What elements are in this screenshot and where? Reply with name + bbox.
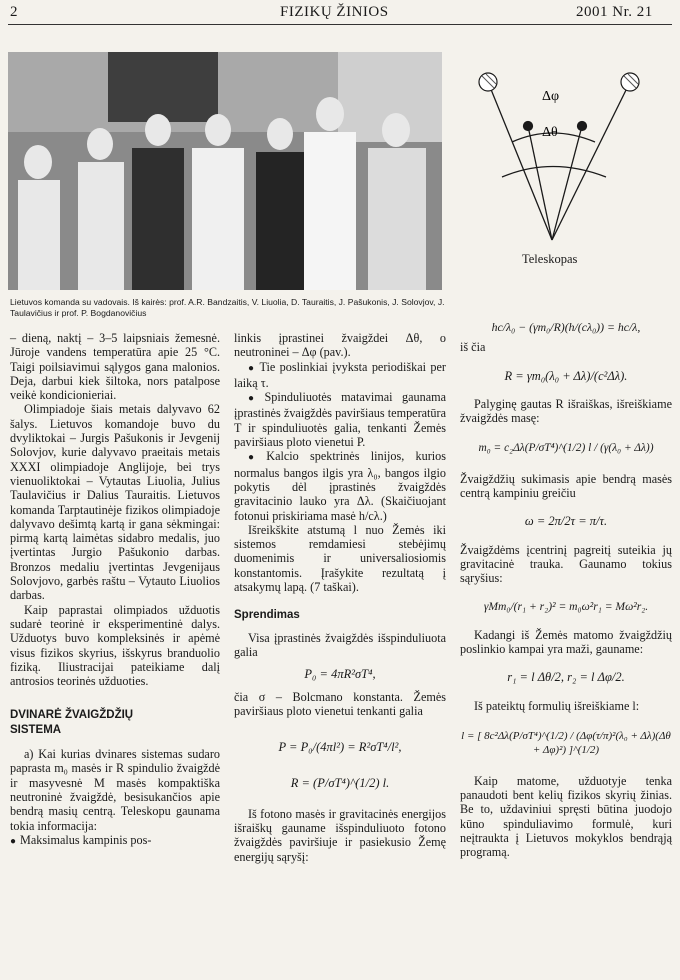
col2-bullet-2: ● Spinduliuotės matavimai gaunama įprastinės žvaigždės paviršiaus temperatūra T ir spinduliuotės galia, tenkanti Žemės paviršiaus ploto vienetui P. xyxy=(234,390,446,449)
col2-bullet-1: ● Tie poslinkiai įvyksta periodiškai per laiką τ. xyxy=(234,360,446,391)
col3-text-2: Palyginę gautas R išraiškas, išreiškiame žvaigždės masę: xyxy=(460,396,672,426)
col3-text-6: Iš pateiktų formulių išreiškiame l: xyxy=(474,698,640,713)
telescope-label: Teleskopas xyxy=(522,252,578,266)
col2-paragraph-1: linkis įprastinei žvaigždei Δθ, o neutroninei – Δφ (pav.). xyxy=(234,331,446,360)
delta-phi-label: Δφ xyxy=(542,89,560,104)
equation-gravity: γMm₀/(r₁ + r₂)² = m₀ω²r₁ = Mω²r₂. xyxy=(483,599,649,613)
col2-bullet-3: ● Kalcio spektrinės linijos, kurios normalus bangos ilgis yra λ₀, bangos ilgio pokytis dėl įprastinės žvaigždės gravitacinio lauko yra Δλ. (Skaičiuojant fotonui priskiriama masė h/cλ.) xyxy=(234,449,446,522)
solution-heading: Sprendimas xyxy=(234,609,300,622)
delta-theta-label: Δθ xyxy=(542,125,558,140)
equation-omega: ω = 2π/2τ = π/τ. xyxy=(524,514,608,529)
col2-paragraph-3: Visa įprastinės žvaigždės išspinduliuota galia xyxy=(234,630,446,659)
equation-m0: m₀ = c₂Δλ(P/σT⁴)^(1/2) l / (γ(λ₀ + Δλ)) xyxy=(478,442,654,455)
equation-r: R = (P/σT⁴)^(1/2) l. xyxy=(290,776,390,791)
issue-label: 2001 Nr. 21 xyxy=(576,4,653,20)
equation-r2: R = γm₀(λ₀ + Δλ)/(c²Δλ). xyxy=(504,368,628,383)
page-number: 2 xyxy=(10,4,18,20)
equation-p: P = P₀/(4πl²) = R²σT⁴/l², xyxy=(278,740,402,755)
equation-l: l = [ 8c²Δλ(P/σT⁴)^(1/2) / (Δφ(τ/π)²(λ₀ + Δλ)(Δθ + Δφ)²) ]^(1/2) xyxy=(461,730,671,757)
col2-paragraph-2: Išreikškite atstumą l nuo Žemės iki sistemos remdamiesi stebėjimų duomenimis ir universaliosiomis konstantomis. Įrašykite rezultatą į atsakymų lapą. (7 taškai). xyxy=(234,522,446,595)
section-heading-line2: SISTEMA xyxy=(10,723,62,736)
col3-text-1: iš čia xyxy=(460,340,486,355)
header-rule xyxy=(8,24,672,25)
column-1 xyxy=(10,331,220,849)
team-photo xyxy=(8,52,442,290)
column-3 xyxy=(460,318,672,859)
col3-text-5: Kadangi iš Žemės matomo žvaigždžių poslinkio kampai yra maži, gauname: xyxy=(460,627,672,657)
col3-text-4: Žvaigždėms įcentrinį pagreitį suteikia jų gravitacinė trauka. Gaunamo tokius sąryšius: xyxy=(460,542,672,586)
col1-bullet-1: ● Maksimalus kampinis pos- xyxy=(10,833,220,849)
col1-paragraph-1: – dieną, naktį – 3–5 laipsniais žemesnė. Jūroje vandens temperatūra apie 25 °C. Taigi poilsiavimui sąlygos gana malonios. Deja, darbui kiek šiltoka, nors patalpose veikė kondicionieriai. xyxy=(10,331,220,403)
col1-paragraph-4: a) Kai kurias dvinares sistemas sudaro paprasta m₀ masės ir R spindulio žvaigždė ir masyvesnė M masės kompaktiška neutroninė žvaigždė, besisukančios apie bendrą masių centrą. Teleskopu gaunama tokia informacija: xyxy=(10,747,220,833)
equation-r1-r2: r₁ = l Δθ/2, r₂ = l Δφ/2. xyxy=(507,670,625,685)
col1-paragraph-2: Olimpiadoje šiais metais dalyvavo 62 šalys. Lietuvos komandoje buvo du dvyliktokai – Jurgis Pašukonis ir Jevgenij Solovjov, kurie dalyvavo praeitais metais XXXI olimpiadoje Anglijoje, bei trys vienuoliktokai – Vytautas Liuolia, Julius Taulavičius ir Dalius Tauraitis. Lietuvos komanda Tarptautinėje fizikos olimpiadoje dalyvavo dešimtą kartą ir gana sėkmingai: pirmą kartą laimėtas sidabro medalis, juo įvertintas Jurgio Pašukonio darbas. Bronzos medaliu įvertintas Jevgenijaus Solovjovo, garbės raštu – Vytauto Liuolios darbas. xyxy=(10,402,220,603)
col1-paragraph-3: Kaip paprastai olimpiados užduotis sudarė teorinė ir eksperimentinė dalys. Užduotys buvo kompleksinės ir apėmė visus fizikos skyrius, išskyrus branduolio fiziką. Iliustracijai pateikiame dalį antrosios teorinės užduoties. xyxy=(10,602,220,689)
section-heading-line1: DVINARĖ ŽVAIGŽDŽIŲ xyxy=(10,709,134,722)
col3-text-3: Žvaigždžių sukimasis apie bendrą masės centrą kampiniu greičiu xyxy=(460,471,672,501)
col2-paragraph-5: Iš fotono masės ir gravitacinės energijos išraiškų gauname išspinduliuoto fotono žvaigždės paviršiuje ir pasiekusio Žemę energijų sąryšį: xyxy=(234,806,446,864)
col2-paragraph-4: čia σ – Bolcmano konstanta. Žemės paviršiaus ploto vienetui tenkanti galia xyxy=(234,689,446,718)
equation-energy: hc/λ₀ − (γm₀/R)(h/(cλ₀)) = hc/λ, xyxy=(491,320,641,334)
photo-caption: Lietuvos komanda su vadovais. Iš kairės: prof. A.R. Bandzaitis, V. Liuolia, D. Tauraitis, J. Pašukonis, J. Solovjov, J. Taulavičius ir prof. P. Bogdanovičius xyxy=(10,297,445,318)
journal-title: FIZIKŲ ŽINIOS xyxy=(280,4,389,20)
equation-p0: P₀ = 4πR²σT⁴, xyxy=(304,667,376,682)
col3-text-7: Kaip matome, užduotyje tenka panaudoti bent kelių fizikos skyrių žinias. Be to, uždaviniui spręsti būtina juodojo kūno spinduliavimo formulė, kuri neįtraukta į Lietuvos mokyklos bendrąją programą. xyxy=(460,773,672,860)
column-2 xyxy=(234,331,446,864)
